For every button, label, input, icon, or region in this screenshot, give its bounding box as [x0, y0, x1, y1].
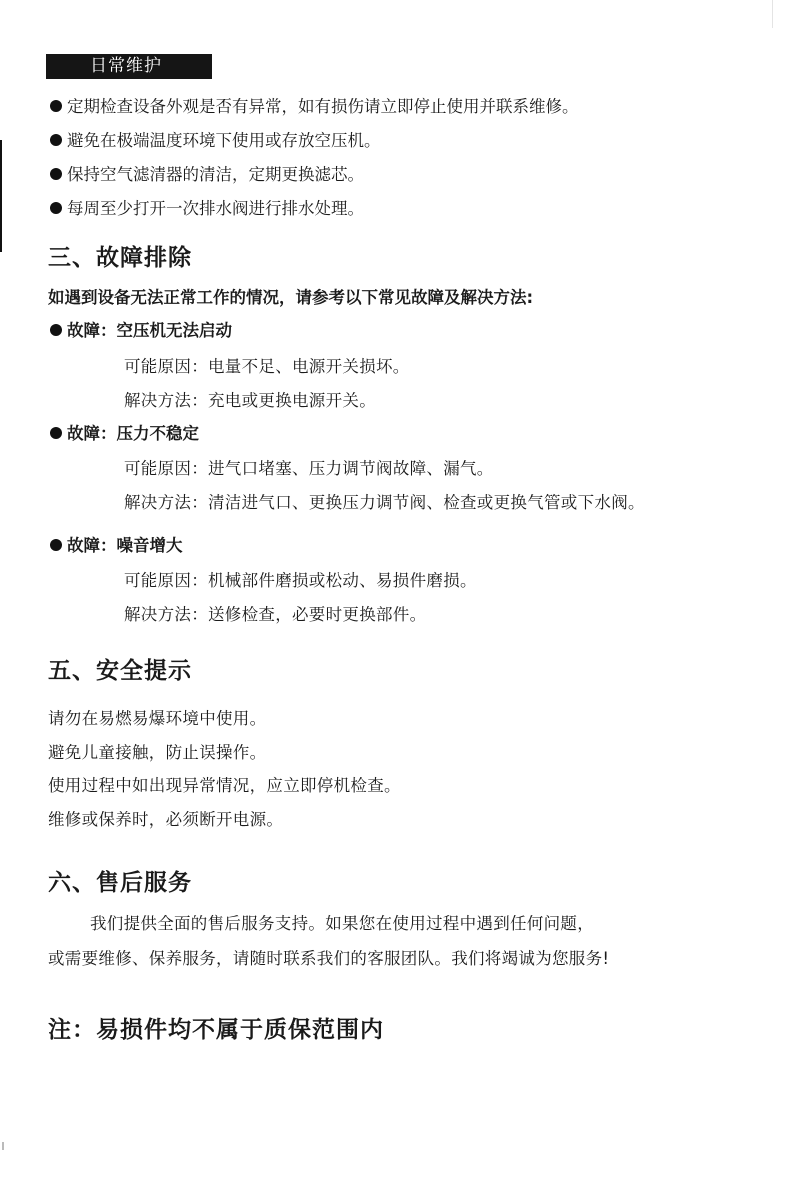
bullet-icon [50, 134, 62, 146]
fault-solution-3: 解决方法：送修检查，必要时更换部件。 [124, 605, 427, 624]
bottom-left-mark [2, 1142, 4, 1150]
fault-cause-1: 可能原因：电量不足、电源开关损坏。 [124, 357, 410, 376]
safety-item-1: 请勿在易燃易爆环境中使用。 [48, 709, 267, 728]
left-edge-mark [0, 140, 2, 252]
after-sales-line-1: 我们提供全面的售后服务支持。如果您在使用过程中遇到任何问题， [90, 914, 594, 933]
daily-item-2: 避免在极端温度环境下使用或存放空压机。 [50, 130, 381, 152]
safety-item-3: 使用过程中如出现异常情况，应立即停机检查。 [48, 776, 401, 795]
bullet-icon [50, 427, 62, 439]
fault-title-2: 故障：压力不稳定 [50, 423, 199, 445]
safety-item-4: 维修或保养时，必须断开电源。 [48, 810, 284, 829]
after-sales-heading: 六、售后服务 [48, 870, 192, 896]
after-sales-line-2: 或需要维修、保养服务，请随时联系我们的客服团队。我们将竭诚为您服务! [48, 949, 610, 968]
bullet-icon [50, 324, 62, 336]
safety-item-2: 避免儿童接触，防止误操作。 [48, 743, 267, 762]
fault-cause-2: 可能原因：进气口堵塞、压力调节阀故障、漏气。 [124, 459, 494, 478]
fault-title-1: 故障：空压机无法启动 [50, 320, 232, 342]
daily-item-1: 定期检查设备外观是否有异常，如有损伤请立即停止使用并联系维修。 [50, 96, 579, 118]
bullet-icon [50, 539, 62, 551]
safety-heading: 五、安全提示 [48, 658, 192, 684]
warranty-note: 注：易损件均不属于质保范围内 [48, 1017, 384, 1043]
daily-item-3: 保持空气滤清器的清洁，定期更换滤芯。 [50, 164, 364, 186]
fault-cause-3: 可能原因：机械部件磨损或松动、易损件磨损。 [124, 571, 477, 590]
fault-solution-2: 解决方法：清洁进气口、更换压力调节阀、检查或更换气管或下水阀。 [124, 493, 645, 512]
troubleshooting-intro: 如遇到设备无法正常工作的情况，请参考以下常见故障及解决方法: [48, 288, 534, 307]
bullet-icon [50, 202, 62, 214]
fault-title-3: 故障：噪音增大 [50, 535, 183, 557]
fault-solution-1: 解决方法：充电或更换电源开关。 [124, 391, 376, 410]
top-right-rule [772, 0, 773, 28]
daily-item-4: 每周至少打开一次排水阀进行排水处理。 [50, 198, 364, 220]
daily-maintenance-badge: 日常维护 [46, 54, 212, 79]
bullet-icon [50, 100, 62, 112]
troubleshooting-heading: 三、故障排除 [48, 245, 192, 271]
bullet-icon [50, 168, 62, 180]
